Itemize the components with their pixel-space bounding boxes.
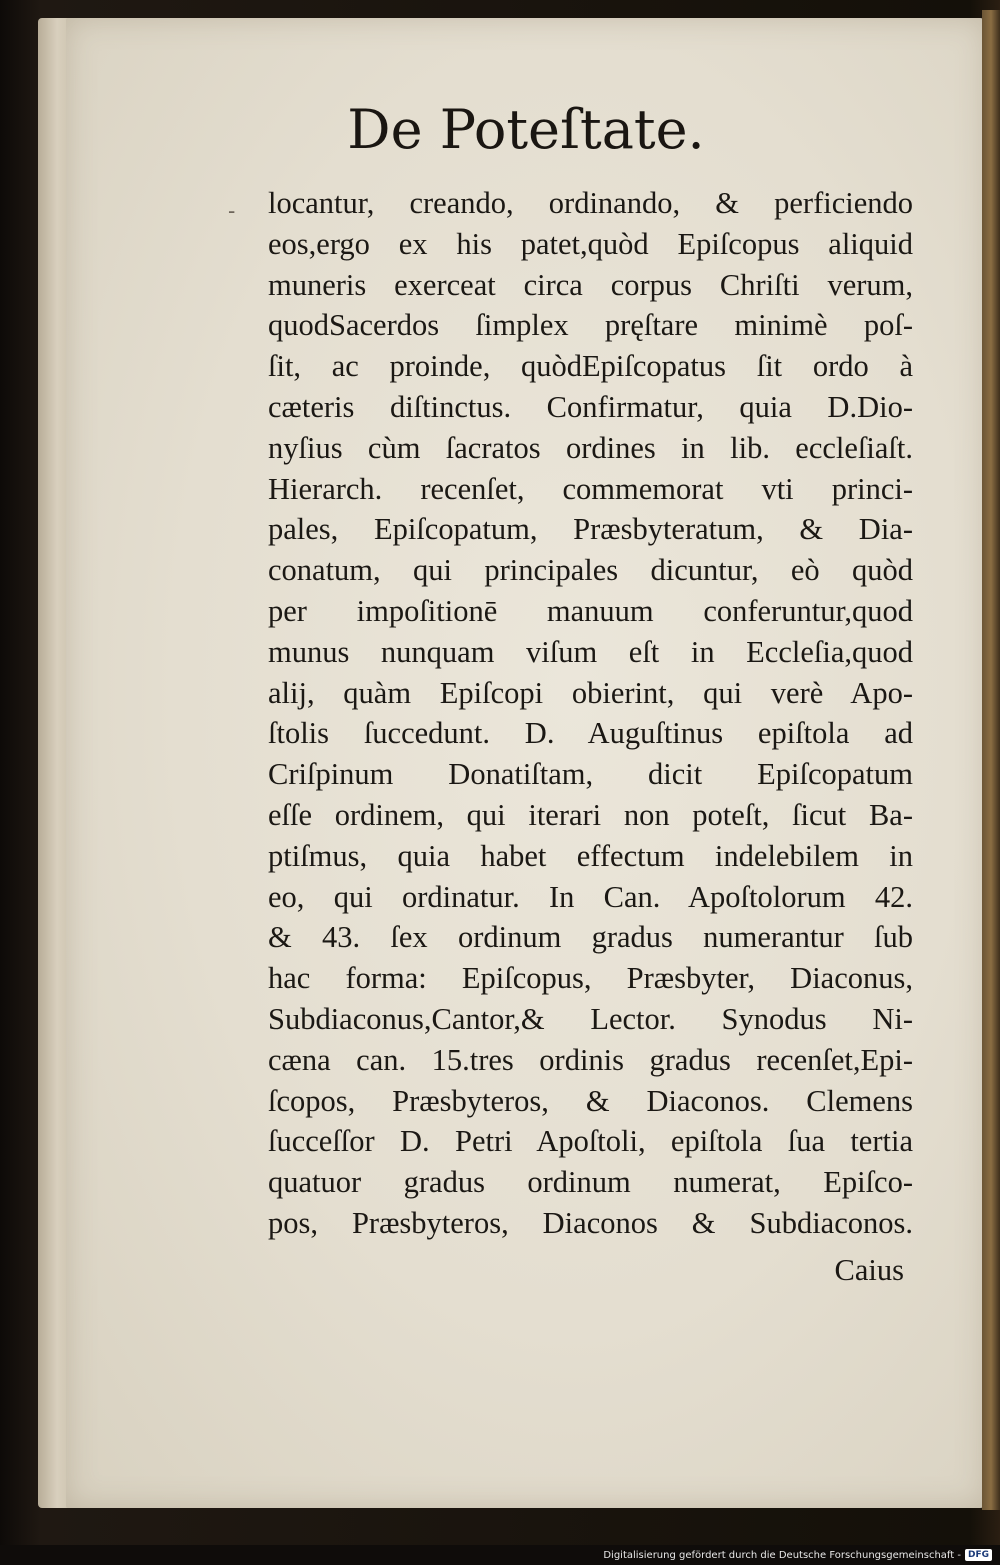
text-line: cæteris diſtinctus. Confirmatur, quia D.Dio- (268, 389, 913, 424)
text-line: quodSacerdos ſimplex pręſtare minimè poſ- (268, 308, 913, 343)
text-line: locantur, creando, ordinando, & perficiendo (268, 186, 913, 220)
text-line: pales, Epiſcopatum, Præsbyteratum, & Dia- (268, 512, 913, 547)
text-line: ſcopos, Præsbyteros, & Diaconos. Clemens (268, 1083, 913, 1118)
text-line: muneris exerceat circa corpus Chriſti verum, (268, 267, 913, 302)
text-line: eo, qui ordinatur. In Can. Apoſtolorum 42. (268, 879, 913, 914)
text-line: eos,ergo ex his patet,quòd Epiſcopus aliquid (268, 226, 913, 261)
funding-credit-text: Digitalisierung gefördert durch die Deutsche Forschungsgemeinschaft - (603, 1549, 961, 1561)
text-line: Subdiaconus,Cantor,& Lector. Synodus Ni- (268, 1001, 913, 1036)
body-text (268, 183, 913, 1244)
text-line: cæna can. 15.tres ordinis gradus recenſet,Epi- (268, 1042, 913, 1077)
text-line: alij, quàm Epiſcopi obierint, qui verè Apo- (268, 675, 913, 710)
text-line: ſtolis ſuccedunt. D. Auguſtinus epiſtola ad (268, 716, 913, 751)
dfg-logo: DFG (965, 1549, 992, 1561)
text-line: quatuor gradus ordinum numerat, Epiſco- (268, 1165, 913, 1200)
text-line: eſſe ordinem, qui iterari non poteſt, ſicut Ba- (268, 797, 913, 832)
text-line: ſit, ac proinde, quòdEpiſcopatus ſit ordo à (268, 349, 913, 384)
text-line: & 43. ſex ordinum gradus numerantur ſub (268, 920, 913, 955)
catchword: Caius (834, 1253, 904, 1287)
text-line: pos, Præsbyteros, Diaconos & Subdiaconos. (268, 1205, 913, 1240)
text-line: conatum, qui principales dicuntur, eò quòd (268, 553, 913, 588)
text-line: ptiſmus, quia habet effectum indelebilem in (268, 838, 913, 873)
text-line: per impoſitionē manuum conferuntur,quod (268, 593, 913, 628)
margin-mark: - (228, 198, 236, 223)
running-head: De Poteſtate. (347, 98, 705, 161)
text-line: nyſius cùm ſacratos ordines in lib. eccleſiaſt. (268, 430, 913, 465)
text-line: ſucceſſor D. Petri Apoſtoli, epiſtola ſua tertia (268, 1124, 913, 1159)
text-line: Criſpinum Donatiſtam, dicit Epiſcopatum (268, 757, 913, 792)
text-line: munus nunquam viſum eſt in Eccleſia,quod (268, 634, 913, 669)
text-line: Hierarch. recenſet, commemorat vti princi- (268, 471, 913, 506)
text-line: hac forma: Epiſcopus, Præsbyter, Diaconus, (268, 961, 913, 996)
book-cover-edge (982, 10, 1000, 1510)
funding-credit (603, 1545, 992, 1565)
